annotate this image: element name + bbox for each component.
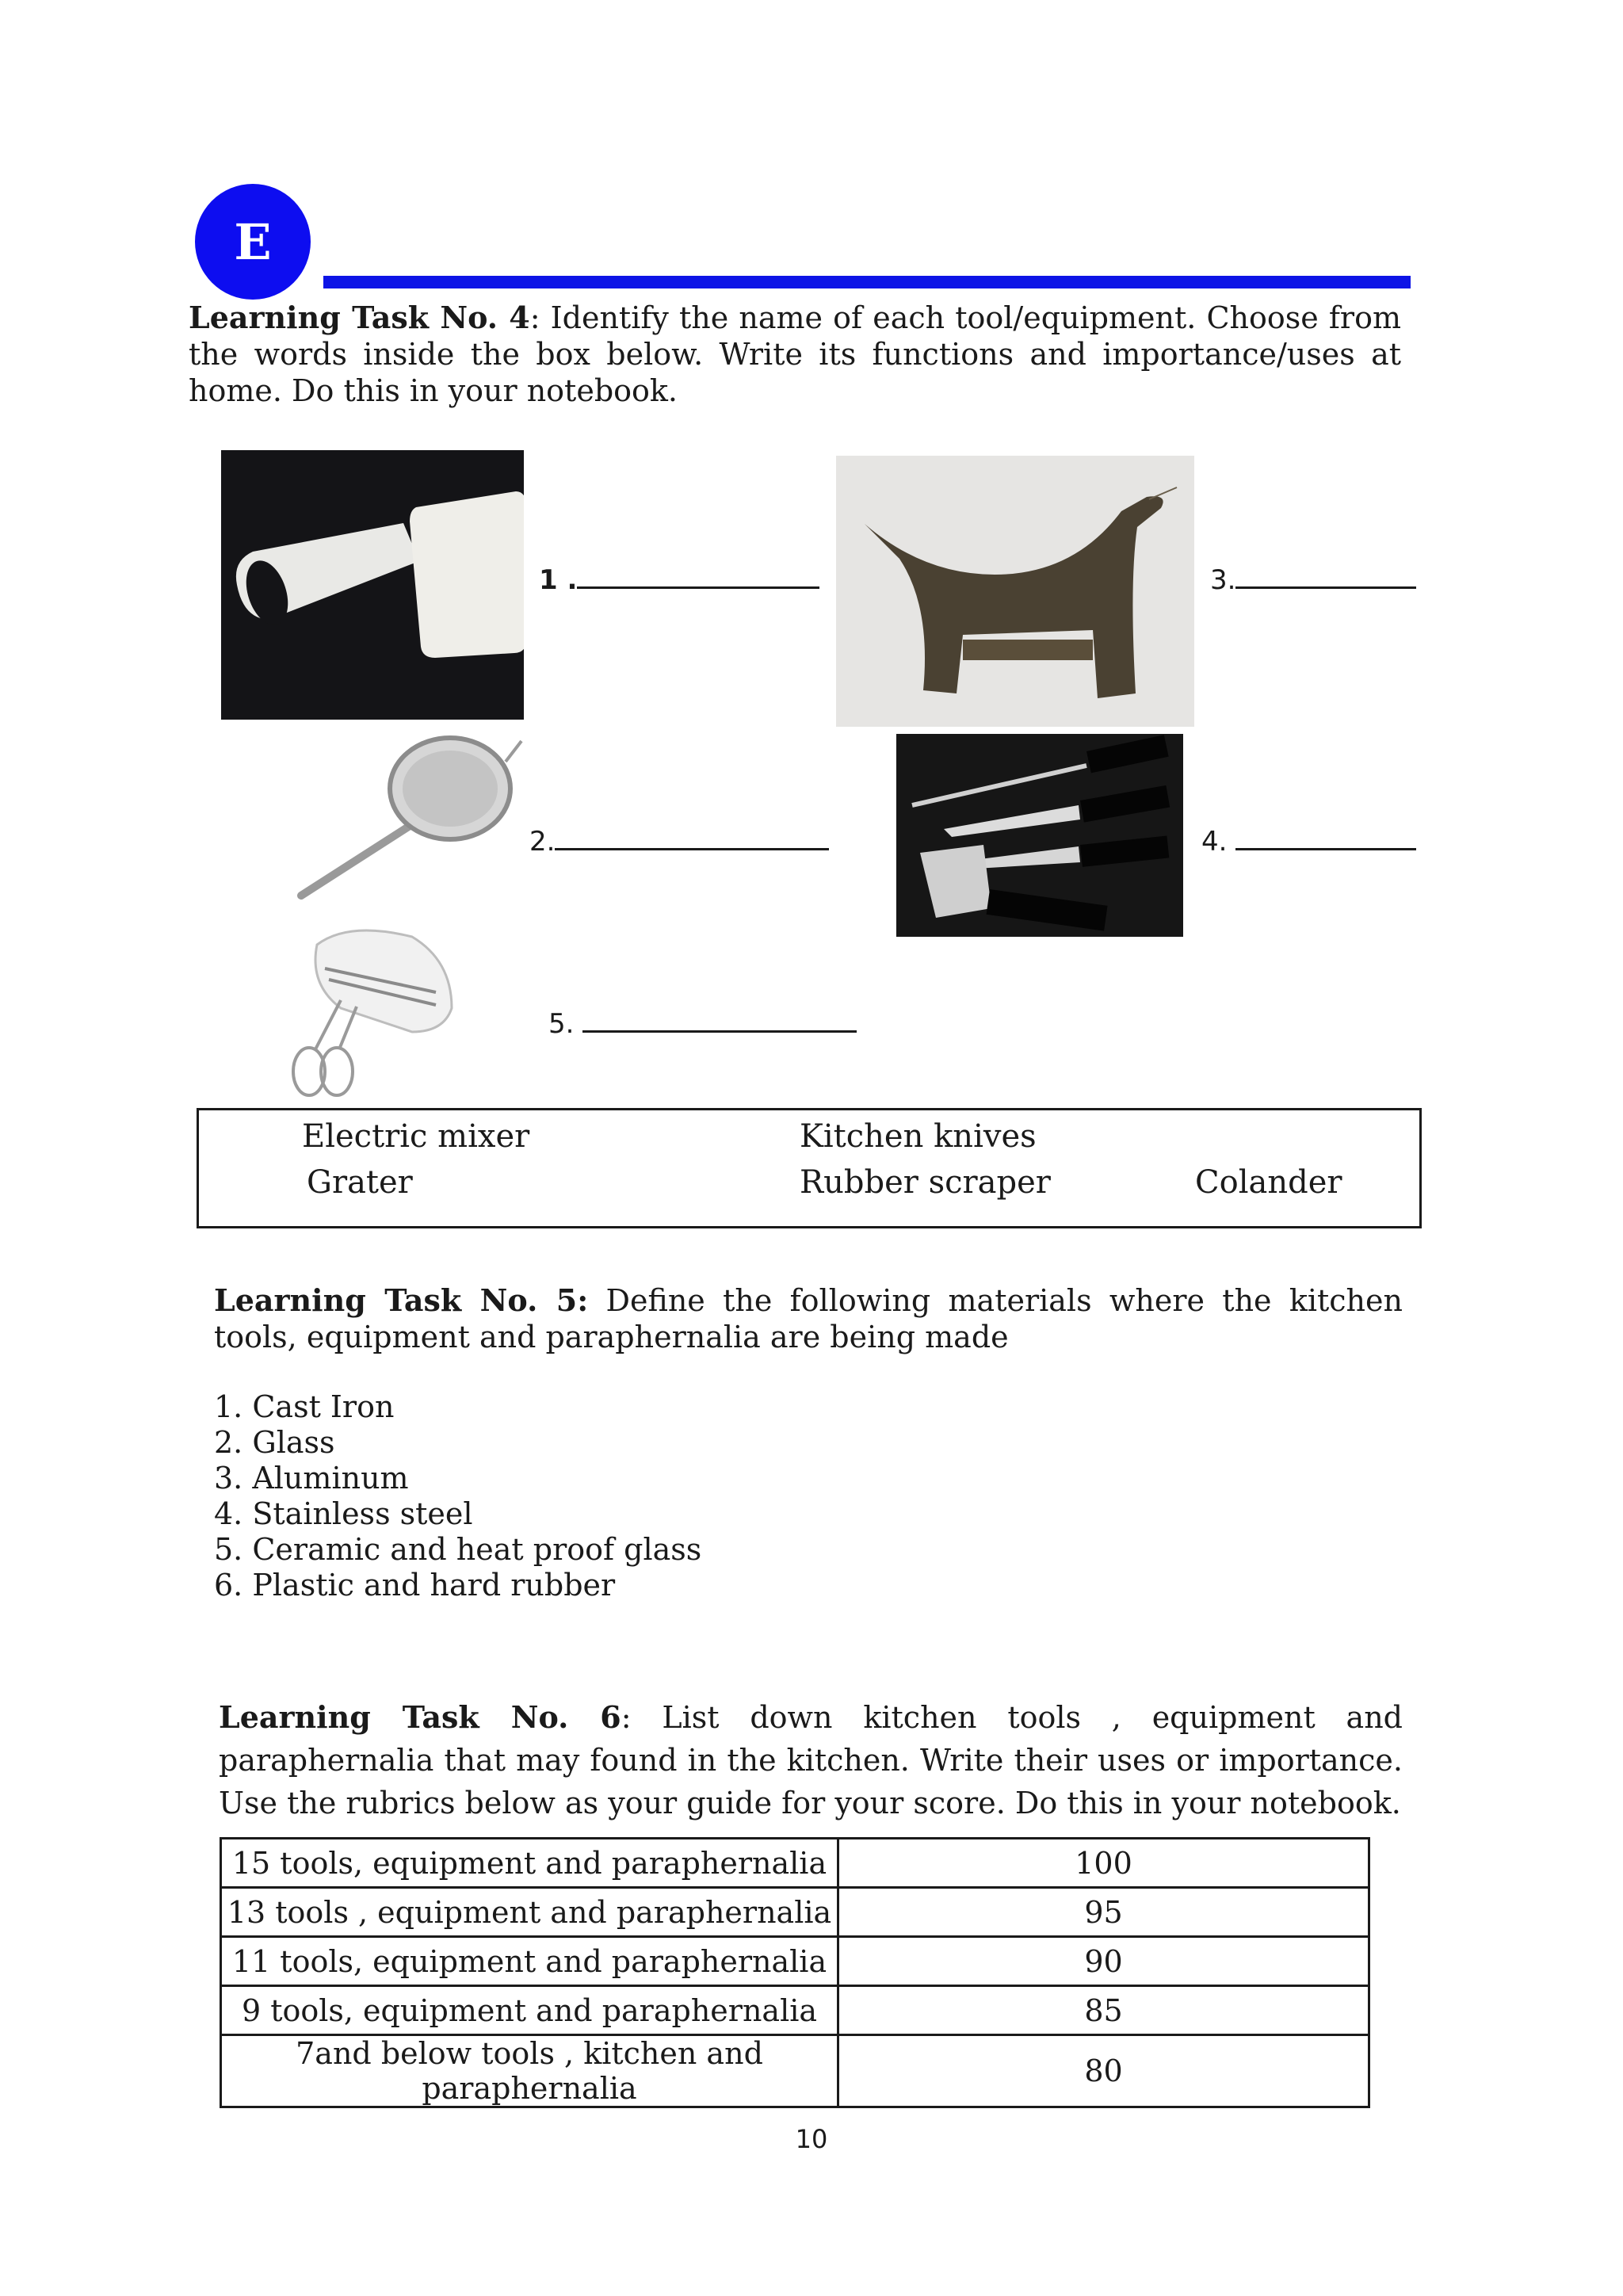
rubric-table: [220, 1837, 1370, 2108]
blank-1[interactable]: [539, 560, 819, 596]
task6-label: Learning Task No. 6: [219, 1699, 621, 1735]
rubric-criteria: 11 tools, equipment and paraphernalia: [221, 1937, 838, 1986]
task5-instructions: [214, 1282, 1403, 1355]
rubric-criteria: 9 tools, equipment and paraphernalia: [221, 1986, 838, 2035]
rubric-score: 90: [838, 1937, 1369, 1986]
task5-text: Define the following materials where the kitchen tools, equipment and paraphernalia are being made: [214, 1283, 1403, 1354]
rubber-scraper-image: [221, 450, 524, 720]
table-row: [221, 1839, 1369, 1888]
list-item: 5. Ceramic and heat proof glass: [214, 1532, 702, 1567]
list-item: 3. Aluminum: [214, 1461, 409, 1496]
grater-image: [836, 456, 1194, 727]
word-choice-box: [197, 1108, 1422, 1228]
blank-5-label: 5.: [548, 1008, 583, 1040]
rubric-score: 95: [838, 1888, 1369, 1937]
list-item: 1. Cast Iron: [214, 1389, 395, 1424]
task4-text: : Identify the name of each tool/equipment. Choose from the words inside the box below. Write its functions and importance/uses at home. Do this in your notebook.: [189, 300, 1401, 408]
word-rubber-scraper: Rubber scraper: [800, 1164, 1051, 1201]
blank-4-label: 4.: [1201, 826, 1236, 858]
rubric-score: 80: [838, 2035, 1369, 2107]
blank-1-label: 1 .: [539, 564, 578, 596]
task4-label: Learning Task No. 4: [189, 300, 530, 335]
rubric-score: 85: [838, 1986, 1369, 2035]
section-badge: [195, 184, 311, 300]
rubric-criteria: 7and below tools , kitchen and paraphernalia: [221, 2035, 838, 2107]
task4-instructions: [189, 300, 1401, 409]
electric-mixer-image: [254, 913, 461, 1100]
rubric-score: 100: [838, 1839, 1369, 1888]
page-number: 10: [795, 2124, 828, 2154]
rubric-criteria: 13 tools , equipment and paraphernalia: [221, 1888, 838, 1937]
blank-3[interactable]: [1210, 560, 1416, 596]
table-row: [221, 1937, 1369, 1986]
table-row: [221, 1986, 1369, 2035]
task6-text: : List down kitchen tools , equipment and paraphernalia that may found in the kitchen. Write their uses or importance. Use the rubrics below as your guide for your score. Do this in your notebook.: [219, 1700, 1403, 1820]
blank-4[interactable]: [1201, 821, 1416, 858]
task5-label: Learning Task No. 5:: [214, 1282, 589, 1318]
word-grater: Grater: [307, 1164, 413, 1201]
rubric-criteria: 15 tools, equipment and paraphernalia: [221, 1839, 838, 1888]
table-row: [221, 1888, 1369, 1937]
word-colander: Colander: [1195, 1164, 1342, 1201]
kitchen-knives-image: [896, 734, 1183, 937]
blank-2[interactable]: [529, 821, 829, 858]
blank-3-label: 3.: [1210, 564, 1236, 596]
word-electric-mixer: Electric mixer: [302, 1118, 530, 1155]
list-item: 6. Plastic and hard rubber: [214, 1568, 616, 1603]
colander-image: [292, 733, 523, 907]
materials-list: [214, 1389, 701, 1603]
section-letter: E: [234, 212, 272, 271]
table-row: [221, 2035, 1369, 2107]
task6-instructions: [219, 1696, 1403, 1824]
blank-2-label: 2.: [529, 826, 556, 858]
header-rule: [323, 276, 1411, 288]
list-item: 4. Stainless steel: [214, 1496, 473, 1531]
list-item: 2. Glass: [214, 1425, 335, 1460]
blank-5[interactable]: [548, 1003, 857, 1040]
word-kitchen-knives: Kitchen knives: [800, 1118, 1037, 1155]
